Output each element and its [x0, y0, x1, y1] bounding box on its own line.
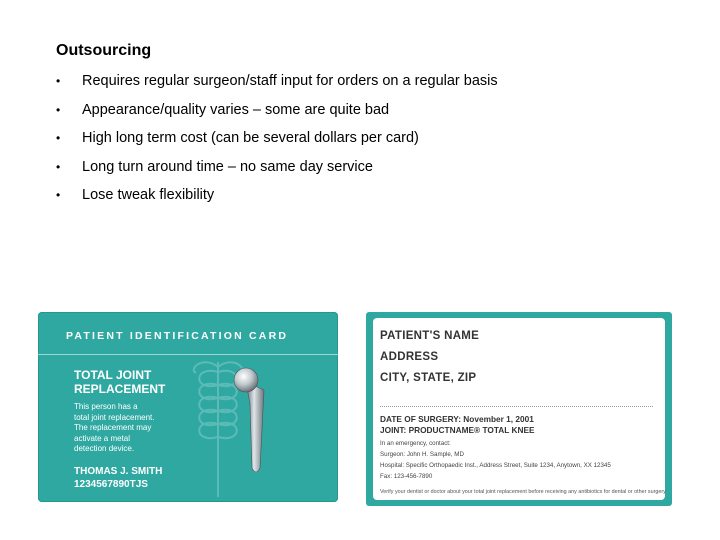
bullet-marker: •: [56, 159, 61, 174]
surgery-date: DATE OF SURGERY: November 1, 2001: [380, 414, 534, 424]
card-divider: [38, 354, 338, 355]
bullet-list: [56, 73, 498, 216]
bullet-text: Appearance/quality varies – some are quite bad: [82, 101, 390, 118]
card-description-line: This person has a: [74, 402, 138, 411]
fax-line: Fax: 123-456-7890: [380, 473, 433, 480]
list-item: [56, 187, 498, 216]
surgeon-line: Surgeon: John H. Sample, MD: [380, 451, 464, 458]
bullet-marker: •: [56, 131, 61, 145]
list-item: [56, 102, 498, 131]
list-item: [56, 73, 498, 102]
card-title: [74, 368, 204, 396]
contact-details: [380, 438, 611, 482]
card-description-line: The replacement may: [74, 423, 152, 432]
surgery-info: [380, 414, 535, 436]
card-description: [74, 402, 174, 455]
emergency-label: In an emergency, contact:: [380, 440, 451, 447]
hospital-line: Hospital: Specific Orthopaedic Inst., Address Street, Suite 1234, Anytown, XX 12345: [380, 462, 611, 469]
bullet-text: Requires regular surgeon/staff input for orders on a regular basis: [82, 73, 498, 89]
card-title-line: TOTAL JOINT: [74, 368, 152, 382]
bullet-marker: •: [56, 74, 61, 88]
bullet-marker: •: [56, 188, 61, 202]
bullet-marker: •: [56, 102, 61, 117]
card-description-line: total joint replacement.: [74, 412, 155, 422]
patient-id: 1234567890TJS: [74, 479, 148, 490]
list-item: [56, 159, 498, 188]
patient-id-card-back: [366, 312, 672, 506]
card-description-line: detection device.: [74, 444, 135, 453]
bullet-text: High long term cost (can be several dollars per card): [82, 130, 419, 146]
address-block: [380, 326, 479, 389]
name-line: PATIENT'S NAME: [380, 330, 480, 342]
dotted-divider: [380, 406, 653, 407]
card-title-line: REPLACEMENT: [74, 382, 166, 396]
list-item: [56, 130, 498, 159]
bullet-text: Lose tweak flexibility: [82, 187, 215, 203]
card-header: PATIENT IDENTIFICATION CARD: [66, 330, 289, 342]
card-back-panel: [373, 318, 665, 500]
joint-product: JOINT: PRODUCTNAME® TOTAL KNEE: [380, 425, 535, 435]
patient-name: THOMAS J. SMITH: [74, 466, 163, 477]
city-line: CITY, STATE, ZIP: [380, 372, 477, 384]
card-patient: [74, 465, 162, 491]
address-line: ADDRESS: [380, 351, 439, 363]
hip-implant-icon: [232, 364, 276, 476]
slide-title: Outsourcing: [56, 42, 152, 59]
verify-note: Verify your dentist or doctor about your total joint replacement before receiving any antibiotics for dental or other surgery: [380, 489, 666, 495]
patient-id-card-front: [38, 312, 338, 502]
bullet-text: Long turn around time – no same day service: [82, 158, 373, 175]
card-description-line: activate a metal: [74, 433, 131, 443]
